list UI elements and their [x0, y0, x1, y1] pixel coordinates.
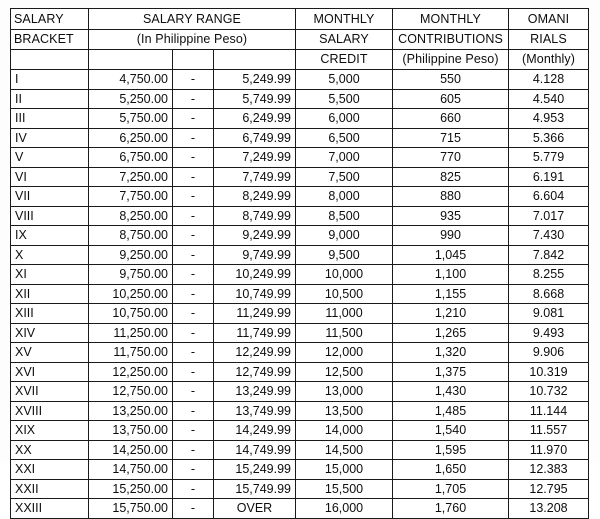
cell-salary-bracket: I	[11, 70, 89, 90]
header-monthly-contributions-line2: CONTRIBUTIONS	[393, 30, 509, 50]
header-row-3	[11, 50, 589, 70]
cell-range-to: 15,249.99	[214, 460, 296, 480]
table-row	[11, 128, 589, 148]
cell-monthly-salary-credit: 9,500	[296, 245, 393, 265]
cell-salary-bracket: III	[11, 109, 89, 129]
cell-range-to: 15,749.99	[214, 479, 296, 499]
cell-range-separator: -	[173, 382, 214, 402]
cell-salary-bracket: IX	[11, 226, 89, 246]
cell-range-from: 12,750.00	[89, 382, 173, 402]
cell-range-from: 11,750.00	[89, 343, 173, 363]
cell-salary-bracket: VI	[11, 167, 89, 187]
cell-salary-bracket: XVII	[11, 382, 89, 402]
cell-range-separator: -	[173, 304, 214, 324]
cell-monthly-salary-credit: 12,500	[296, 362, 393, 382]
cell-monthly-contribution: 1,485	[393, 401, 509, 421]
cell-range-separator: -	[173, 421, 214, 441]
cell-salary-bracket: XXIII	[11, 499, 89, 519]
cell-salary-bracket: XX	[11, 440, 89, 460]
cell-range-to: 7,749.99	[214, 167, 296, 187]
header-monthly-contributions-line1: MONTHLY	[393, 9, 509, 30]
cell-range-separator: -	[173, 89, 214, 109]
cell-monthly-contribution: 1,375	[393, 362, 509, 382]
table-row	[11, 226, 589, 246]
cell-monthly-salary-credit: 9,000	[296, 226, 393, 246]
cell-omani-rials: 7.842	[509, 245, 589, 265]
cell-range-from: 11,250.00	[89, 323, 173, 343]
table-row	[11, 284, 589, 304]
cell-range-separator: -	[173, 206, 214, 226]
cell-range-to: 10,749.99	[214, 284, 296, 304]
cell-range-to: 14,249.99	[214, 421, 296, 441]
cell-salary-bracket: X	[11, 245, 89, 265]
cell-range-from: 6,250.00	[89, 128, 173, 148]
cell-range-separator: -	[173, 499, 214, 519]
cell-range-separator: -	[173, 284, 214, 304]
header-omani-rials-line3: (Monthly)	[509, 50, 589, 70]
cell-monthly-salary-credit: 11,000	[296, 304, 393, 324]
cell-range-from: 5,750.00	[89, 109, 173, 129]
cell-range-to: 5,749.99	[214, 89, 296, 109]
header-range-to-spacer	[214, 50, 296, 70]
cell-range-separator: -	[173, 109, 214, 129]
cell-monthly-salary-credit: 13,000	[296, 382, 393, 402]
cell-omani-rials: 9.493	[509, 323, 589, 343]
cell-monthly-contribution: 1,540	[393, 421, 509, 441]
salary-contribution-table	[10, 8, 589, 519]
cell-range-separator: -	[173, 70, 214, 90]
cell-omani-rials: 11.557	[509, 421, 589, 441]
cell-monthly-contribution: 770	[393, 148, 509, 168]
cell-range-separator: -	[173, 323, 214, 343]
cell-range-to: 12,249.99	[214, 343, 296, 363]
table-row	[11, 148, 589, 168]
cell-monthly-contribution: 1,595	[393, 440, 509, 460]
cell-range-separator: -	[173, 265, 214, 285]
cell-salary-bracket: XV	[11, 343, 89, 363]
table-row	[11, 109, 589, 129]
cell-range-from: 9,250.00	[89, 245, 173, 265]
cell-monthly-salary-credit: 13,500	[296, 401, 393, 421]
cell-range-to: 6,249.99	[214, 109, 296, 129]
cell-range-to: 11,249.99	[214, 304, 296, 324]
cell-salary-bracket: XXII	[11, 479, 89, 499]
cell-salary-bracket: VIII	[11, 206, 89, 226]
table-row	[11, 187, 589, 207]
cell-omani-rials: 8.668	[509, 284, 589, 304]
cell-range-from: 10,250.00	[89, 284, 173, 304]
cell-monthly-salary-credit: 12,000	[296, 343, 393, 363]
table-row	[11, 167, 589, 187]
table-row	[11, 89, 589, 109]
cell-salary-bracket: XIX	[11, 421, 89, 441]
cell-monthly-contribution: 825	[393, 167, 509, 187]
table-row	[11, 401, 589, 421]
cell-range-separator: -	[173, 226, 214, 246]
cell-range-from: 7,750.00	[89, 187, 173, 207]
cell-omani-rials: 4.540	[509, 89, 589, 109]
cell-range-to: 9,749.99	[214, 245, 296, 265]
cell-monthly-contribution: 1,155	[393, 284, 509, 304]
table-row	[11, 265, 589, 285]
cell-range-from: 13,750.00	[89, 421, 173, 441]
cell-monthly-salary-credit: 5,000	[296, 70, 393, 90]
cell-monthly-contribution: 660	[393, 109, 509, 129]
cell-omani-rials: 9.906	[509, 343, 589, 363]
cell-salary-bracket: V	[11, 148, 89, 168]
cell-range-from: 14,750.00	[89, 460, 173, 480]
cell-omani-rials: 10.732	[509, 382, 589, 402]
table-row	[11, 245, 589, 265]
cell-range-from: 4,750.00	[89, 70, 173, 90]
cell-salary-bracket: IV	[11, 128, 89, 148]
cell-range-to: 11,749.99	[214, 323, 296, 343]
table-row	[11, 421, 589, 441]
cell-range-separator: -	[173, 440, 214, 460]
cell-omani-rials: 6.604	[509, 187, 589, 207]
header-salary-range: SALARY RANGE	[89, 9, 296, 30]
cell-monthly-salary-credit: 7,500	[296, 167, 393, 187]
table-body	[11, 70, 589, 519]
cell-range-separator: -	[173, 128, 214, 148]
cell-monthly-contribution: 1,265	[393, 323, 509, 343]
cell-salary-bracket: XII	[11, 284, 89, 304]
cell-monthly-salary-credit: 10,000	[296, 265, 393, 285]
cell-monthly-salary-credit: 11,500	[296, 323, 393, 343]
cell-range-from: 10,750.00	[89, 304, 173, 324]
cell-monthly-contribution: 880	[393, 187, 509, 207]
cell-monthly-salary-credit: 14,000	[296, 421, 393, 441]
table-row	[11, 382, 589, 402]
cell-monthly-contribution: 1,045	[393, 245, 509, 265]
cell-monthly-salary-credit: 16,000	[296, 499, 393, 519]
cell-range-from: 6,750.00	[89, 148, 173, 168]
table-row	[11, 440, 589, 460]
cell-omani-rials: 11.970	[509, 440, 589, 460]
cell-omani-rials: 5.366	[509, 128, 589, 148]
cell-range-from: 5,250.00	[89, 89, 173, 109]
cell-monthly-salary-credit: 6,000	[296, 109, 393, 129]
cell-range-to: 10,249.99	[214, 265, 296, 285]
cell-range-to: OVER	[214, 499, 296, 519]
cell-monthly-salary-credit: 15,000	[296, 460, 393, 480]
cell-range-separator: -	[173, 479, 214, 499]
cell-monthly-contribution: 1,210	[393, 304, 509, 324]
cell-range-to: 6,749.99	[214, 128, 296, 148]
table-row	[11, 362, 589, 382]
cell-salary-bracket: XXI	[11, 460, 89, 480]
header-range-from-spacer	[89, 50, 173, 70]
table-row	[11, 323, 589, 343]
cell-omani-rials: 8.255	[509, 265, 589, 285]
cell-monthly-contribution: 715	[393, 128, 509, 148]
header-monthly-contributions-line3: (Philippine Peso)	[393, 50, 509, 70]
cell-range-to: 7,249.99	[214, 148, 296, 168]
cell-omani-rials: 7.430	[509, 226, 589, 246]
table-row	[11, 304, 589, 324]
table-row	[11, 479, 589, 499]
cell-monthly-salary-credit: 6,500	[296, 128, 393, 148]
cell-range-from: 9,750.00	[89, 265, 173, 285]
cell-monthly-salary-credit: 5,500	[296, 89, 393, 109]
cell-monthly-contribution: 1,705	[393, 479, 509, 499]
cell-range-to: 5,249.99	[214, 70, 296, 90]
cell-monthly-salary-credit: 8,500	[296, 206, 393, 226]
cell-monthly-salary-credit: 8,000	[296, 187, 393, 207]
cell-range-separator: -	[173, 187, 214, 207]
table-header	[11, 9, 589, 70]
cell-monthly-contribution: 605	[393, 89, 509, 109]
cell-range-to: 8,249.99	[214, 187, 296, 207]
cell-omani-rials: 9.081	[509, 304, 589, 324]
cell-range-to: 14,749.99	[214, 440, 296, 460]
header-row-2	[11, 30, 589, 50]
cell-range-from: 15,750.00	[89, 499, 173, 519]
cell-salary-bracket: XIV	[11, 323, 89, 343]
cell-salary-bracket: XIII	[11, 304, 89, 324]
cell-salary-bracket: II	[11, 89, 89, 109]
cell-range-from: 8,250.00	[89, 206, 173, 226]
header-bracket-line2: BRACKET	[11, 30, 89, 50]
header-range-dash-spacer	[173, 50, 214, 70]
table-row	[11, 206, 589, 226]
cell-range-separator: -	[173, 245, 214, 265]
table-row	[11, 499, 589, 519]
header-omani-rials-line1: OMANI	[509, 9, 589, 30]
cell-range-to: 12,749.99	[214, 362, 296, 382]
cell-omani-rials: 12.383	[509, 460, 589, 480]
cell-salary-bracket: VII	[11, 187, 89, 207]
header-monthly-salary-credit-line2: SALARY	[296, 30, 393, 50]
cell-monthly-contribution: 1,430	[393, 382, 509, 402]
cell-range-to: 13,249.99	[214, 382, 296, 402]
cell-monthly-salary-credit: 15,500	[296, 479, 393, 499]
cell-range-to: 8,749.99	[214, 206, 296, 226]
cell-range-separator: -	[173, 362, 214, 382]
cell-range-separator: -	[173, 167, 214, 187]
cell-range-from: 7,250.00	[89, 167, 173, 187]
table-row	[11, 70, 589, 90]
header-bracket-spacer	[11, 50, 89, 70]
cell-range-from: 12,250.00	[89, 362, 173, 382]
cell-omani-rials: 12.795	[509, 479, 589, 499]
cell-range-to: 9,249.99	[214, 226, 296, 246]
cell-monthly-contribution: 1,760	[393, 499, 509, 519]
cell-range-separator: -	[173, 460, 214, 480]
cell-monthly-contribution: 1,320	[393, 343, 509, 363]
table-row	[11, 460, 589, 480]
cell-omani-rials: 6.191	[509, 167, 589, 187]
cell-omani-rials: 10.319	[509, 362, 589, 382]
cell-range-separator: -	[173, 343, 214, 363]
cell-monthly-salary-credit: 10,500	[296, 284, 393, 304]
cell-monthly-contribution: 1,100	[393, 265, 509, 285]
cell-salary-bracket: XVI	[11, 362, 89, 382]
cell-range-separator: -	[173, 148, 214, 168]
cell-omani-rials: 11.144	[509, 401, 589, 421]
cell-omani-rials: 7.017	[509, 206, 589, 226]
cell-omani-rials: 4.128	[509, 70, 589, 90]
cell-salary-bracket: XVIII	[11, 401, 89, 421]
cell-salary-bracket: XI	[11, 265, 89, 285]
header-bracket-line1: SALARY	[11, 9, 89, 30]
cell-range-from: 15,250.00	[89, 479, 173, 499]
cell-monthly-contribution: 990	[393, 226, 509, 246]
cell-range-separator: -	[173, 401, 214, 421]
header-salary-range-currency: (In Philippine Peso)	[89, 30, 296, 50]
cell-range-to: 13,749.99	[214, 401, 296, 421]
cell-monthly-salary-credit: 14,500	[296, 440, 393, 460]
header-monthly-salary-credit-line1: MONTHLY	[296, 9, 393, 30]
header-row-1	[11, 9, 589, 30]
cell-range-from: 13,250.00	[89, 401, 173, 421]
cell-monthly-contribution: 550	[393, 70, 509, 90]
header-monthly-salary-credit-line3: CREDIT	[296, 50, 393, 70]
cell-omani-rials: 5.779	[509, 148, 589, 168]
cell-omani-rials: 13.208	[509, 499, 589, 519]
cell-range-from: 8,750.00	[89, 226, 173, 246]
cell-monthly-contribution: 1,650	[393, 460, 509, 480]
cell-omani-rials: 4.953	[509, 109, 589, 129]
table-row	[11, 343, 589, 363]
cell-range-from: 14,250.00	[89, 440, 173, 460]
cell-monthly-salary-credit: 7,000	[296, 148, 393, 168]
header-omani-rials-line2: RIALS	[509, 30, 589, 50]
cell-monthly-contribution: 935	[393, 206, 509, 226]
